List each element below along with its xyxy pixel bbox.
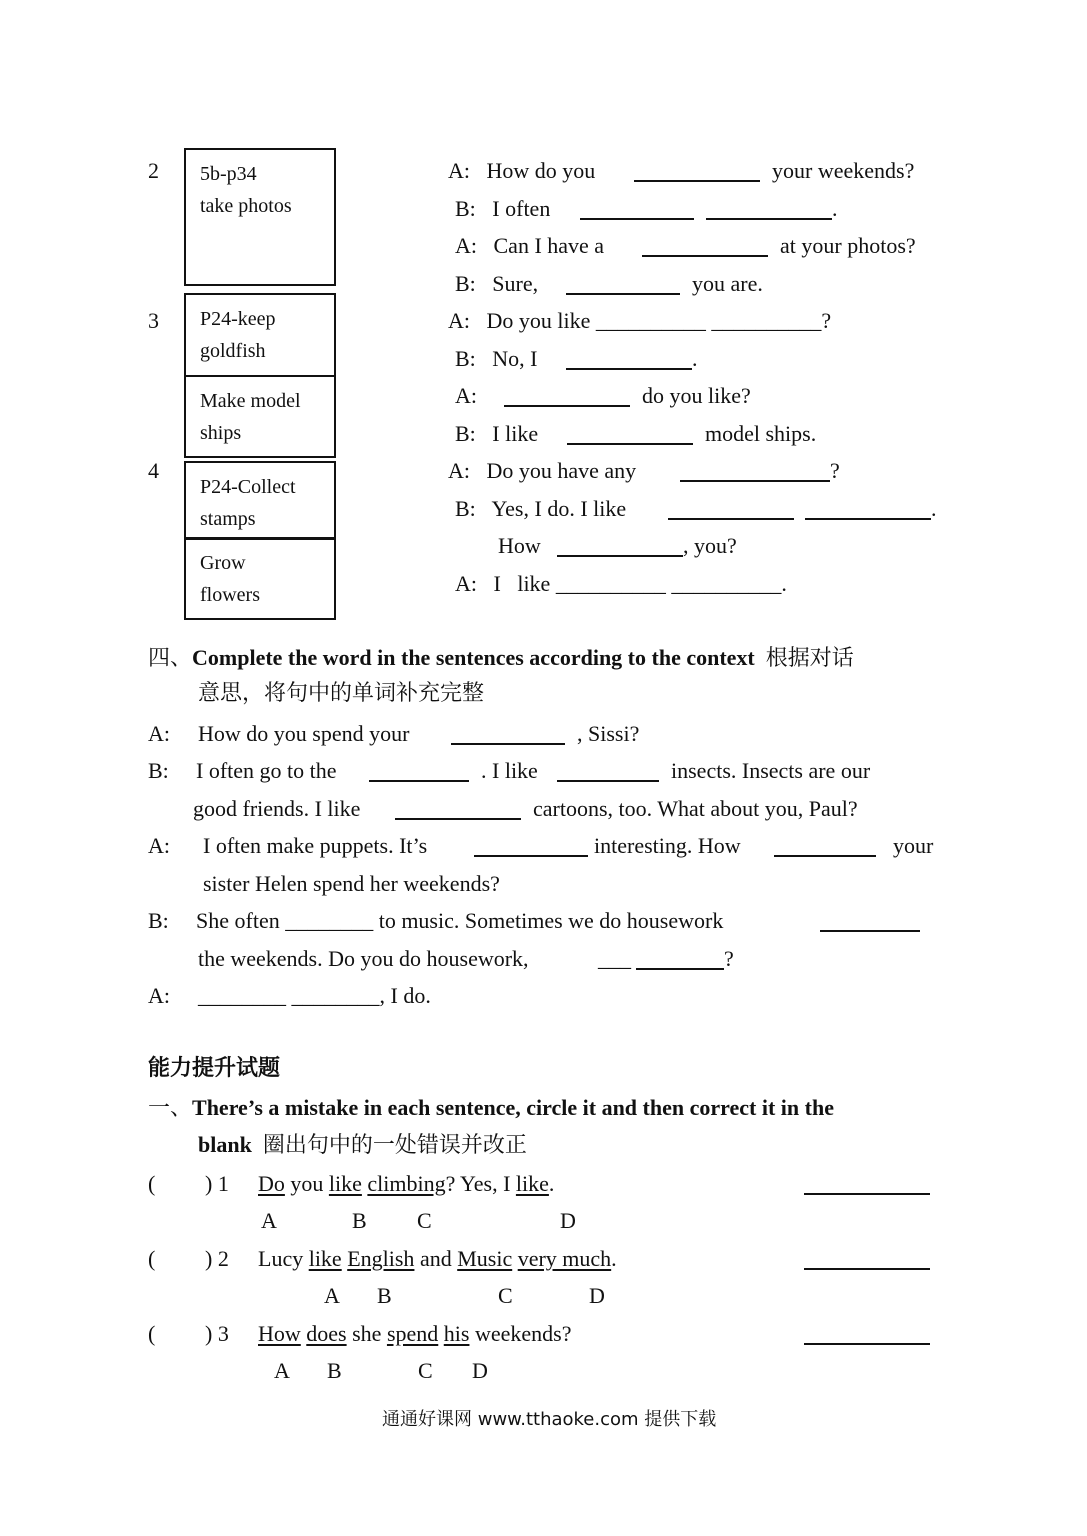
dialog-text: like __________ __________. (517, 571, 787, 596)
section-1-heading (148, 1097, 834, 1120)
section-title: 能力提升试题 (148, 1056, 281, 1081)
passage-text: How do you spend your (198, 721, 410, 746)
passage-text: good friends. I like (193, 796, 361, 821)
answer-blank[interactable] (636, 968, 724, 970)
correction-blank[interactable] (804, 1193, 930, 1195)
speaker-label: B: (148, 758, 169, 783)
option-word-a[interactable]: like (308, 1246, 342, 1271)
picture-box-grow-flowers (184, 537, 336, 620)
dialog-text: How do you (486, 158, 596, 183)
answer-paren[interactable]: ( (148, 1171, 156, 1196)
answer-blank[interactable] (680, 480, 830, 482)
option-label-a: A (261, 1208, 277, 1233)
dialog-text: model ships. (705, 421, 817, 446)
question-sentence (258, 1248, 617, 1270)
option-label-c: C (418, 1358, 433, 1383)
section-instruction: There’s a mistake in each sentence, circle it and then correct it in the (192, 1095, 834, 1120)
answer-blank[interactable] (805, 518, 931, 520)
dialog-text: I often (492, 196, 551, 221)
answer-blank[interactable] (668, 518, 794, 520)
passage-text: ? (724, 946, 734, 971)
dialog-text: ? (830, 458, 840, 483)
dialog-line (455, 273, 538, 295)
speaker-label: B: (455, 496, 476, 521)
answer-paren[interactable]: ( (148, 1321, 156, 1346)
speaker-label: A: (455, 233, 477, 258)
box-label-line2: stamps (200, 508, 256, 530)
passage-text: . I like (481, 758, 538, 783)
passage-text: sister Helen spend her weekends? (203, 871, 500, 896)
box-label-line2: take photos (200, 195, 292, 217)
answer-blank[interactable] (557, 780, 659, 782)
box-label-line1: P24-keep (200, 308, 276, 330)
answer-paren[interactable]: ( (148, 1246, 156, 1271)
dialog-text: . (692, 346, 698, 371)
question-sentence (258, 1323, 571, 1345)
passage-text: the weekends. Do you do housework, (198, 946, 529, 971)
section-instruction-cn: 圈出句中的一处错误并改正 (262, 1133, 527, 1158)
picture-box-collect-stamps (184, 461, 336, 540)
passage-text: interesting. How (594, 833, 741, 858)
question-sentence (258, 1173, 554, 1195)
sentence-word: . (548, 1171, 555, 1196)
speaker-label: A: (148, 721, 170, 746)
dialog-line (455, 235, 604, 257)
dialog-line (455, 423, 538, 445)
answer-blank[interactable] (566, 368, 692, 370)
question-number: ) 1 (205, 1171, 229, 1196)
dialog-text: Sure, (492, 271, 539, 296)
answer-blank[interactable] (369, 780, 469, 782)
speaker-label: A: (455, 383, 477, 408)
answer-blank[interactable] (474, 855, 588, 857)
dialog-text: Yes, I do. I like (491, 496, 627, 521)
answer-blank[interactable] (580, 218, 694, 220)
answer-blank[interactable] (774, 855, 876, 857)
speaker-label: B: (455, 346, 476, 371)
option-label-c: C (417, 1208, 432, 1233)
dialog-text: , you? (683, 533, 737, 558)
option-word-b[interactable]: does (306, 1321, 347, 1346)
passage-text: I often make puppets. It’s (203, 833, 428, 858)
correction-blank[interactable] (804, 1268, 930, 1270)
section-instruction: blank (198, 1132, 252, 1157)
sentence-word: you (290, 1171, 324, 1196)
speaker-label: A: (448, 458, 470, 483)
dialog-text: Do you have any (486, 458, 637, 483)
option-label-d: D (560, 1208, 576, 1233)
dialog-text: do you like? (642, 383, 751, 408)
passage-text: insects. Insects are our (671, 758, 871, 783)
dialog-line (448, 460, 636, 482)
item-number-3: 3 (148, 308, 159, 333)
dialog-text: Do you like __________ __________? (486, 308, 832, 333)
passage-text: ________ ________, I do. (198, 983, 431, 1008)
option-word-d[interactable]: very much (517, 1246, 612, 1271)
passage-text: I often go to the (196, 758, 337, 783)
dialog-text: your weekends? (772, 158, 915, 183)
passage-text: She often ________ to music. Sometimes we do housework (196, 908, 724, 933)
answer-blank[interactable] (642, 255, 768, 257)
option-label-a: A (324, 1283, 340, 1308)
section-4-heading (148, 647, 854, 670)
option-label-b: B (327, 1358, 342, 1383)
dialog-text: Can I have a (493, 233, 605, 258)
sentence-word: Lucy (258, 1246, 304, 1271)
option-word-a[interactable]: How (258, 1321, 301, 1346)
option-label-b: B (377, 1283, 392, 1308)
option-word-c[interactable]: spend (386, 1321, 439, 1346)
sentence-word: ? Yes, I (445, 1171, 511, 1196)
answer-blank[interactable] (566, 293, 680, 295)
answer-blank[interactable] (451, 743, 565, 745)
page-footer: 通通好课网 www.tthaoke.com 提供下载 (382, 1409, 717, 1430)
speaker-label: B: (455, 196, 476, 221)
box-label-line1: P24-Collect (200, 476, 296, 498)
sentence-word: and (419, 1246, 452, 1271)
passage-text: your (893, 833, 934, 858)
question-number: ) 2 (205, 1246, 229, 1271)
speaker-label: A: (448, 308, 470, 333)
section-number: 一、 (148, 1096, 193, 1121)
speaker-label: B: (455, 421, 476, 446)
picture-box-take-photos (184, 148, 336, 286)
answer-blank[interactable] (557, 555, 683, 557)
item-number-2: 2 (148, 158, 159, 183)
speaker-label: A: (148, 833, 170, 858)
dialog-text: No, I (492, 346, 538, 371)
box-label-line2: goldfish (200, 340, 266, 362)
dialog-text: How (498, 533, 541, 558)
speaker-label: B: (148, 908, 169, 933)
option-word-c[interactable]: climbing (367, 1171, 446, 1196)
section-1-heading-cont (198, 1134, 527, 1157)
answer-blank[interactable] (567, 443, 693, 445)
option-word-b[interactable]: like (328, 1171, 362, 1196)
section-instruction-cn: 意思，将句中的单词补充完整 (198, 681, 485, 706)
question-number: ) 3 (205, 1321, 229, 1346)
section-number: 四、 (148, 646, 193, 671)
dialog-line (448, 160, 595, 182)
answer-blank[interactable] (634, 180, 760, 182)
answer-blank[interactable] (504, 405, 630, 407)
speaker-label: A: (148, 983, 170, 1008)
option-word-d[interactable]: like (515, 1171, 549, 1196)
option-word-a[interactable]: Do (258, 1171, 285, 1196)
option-label-a: A (274, 1358, 290, 1383)
sentence-word: she (352, 1321, 382, 1346)
option-word-c[interactable]: Music (457, 1246, 513, 1271)
passage-text: cartoons, too. What about you, Paul? (533, 796, 858, 821)
correction-blank[interactable] (804, 1343, 930, 1345)
passage-text: ___ (598, 946, 631, 971)
box-label-line1: Grow (200, 552, 246, 574)
dialog-line (455, 348, 538, 370)
dialog-text: . (832, 196, 838, 221)
section-instruction-cn: 根据对话 (765, 646, 854, 671)
dialog-text: I (493, 571, 501, 596)
box-label-line2: ships (200, 422, 242, 444)
option-label-c: C (498, 1283, 513, 1308)
dialog-text: I like (492, 421, 539, 446)
sentence-word: . (611, 1246, 617, 1271)
dialog-text: at your photos? (780, 233, 916, 258)
picture-box-make-model-ships (184, 375, 336, 458)
dialog-line (455, 573, 787, 595)
answer-blank[interactable] (820, 930, 920, 932)
passage-text: , Sissi? (577, 721, 640, 746)
section-instruction: Complete the word in the sentences according to the context (192, 645, 755, 670)
speaker-label: A: (448, 158, 470, 183)
answer-blank[interactable] (706, 218, 832, 220)
dialog-line (455, 498, 626, 520)
box-label-line1: Make model (200, 390, 301, 412)
option-label-b: B (352, 1208, 367, 1233)
dialog-text: you are. (692, 271, 763, 296)
dialog-text: . (931, 496, 937, 521)
option-word-d[interactable]: his (443, 1321, 470, 1346)
option-label-d: D (589, 1283, 605, 1308)
dialog-line (455, 198, 550, 220)
option-word-b[interactable]: English (347, 1246, 415, 1271)
item-number-4: 4 (148, 458, 159, 483)
answer-blank[interactable] (395, 818, 521, 820)
speaker-label: B: (455, 271, 476, 296)
speaker-label: A: (455, 571, 477, 596)
dialog-line (448, 310, 831, 332)
sentence-word: weekends? (474, 1321, 572, 1346)
picture-box-keep-goldfish (184, 293, 336, 377)
box-label-line1: 5b-p34 (200, 163, 257, 185)
box-label-line2: flowers (200, 584, 260, 606)
option-label-d: D (472, 1358, 488, 1383)
